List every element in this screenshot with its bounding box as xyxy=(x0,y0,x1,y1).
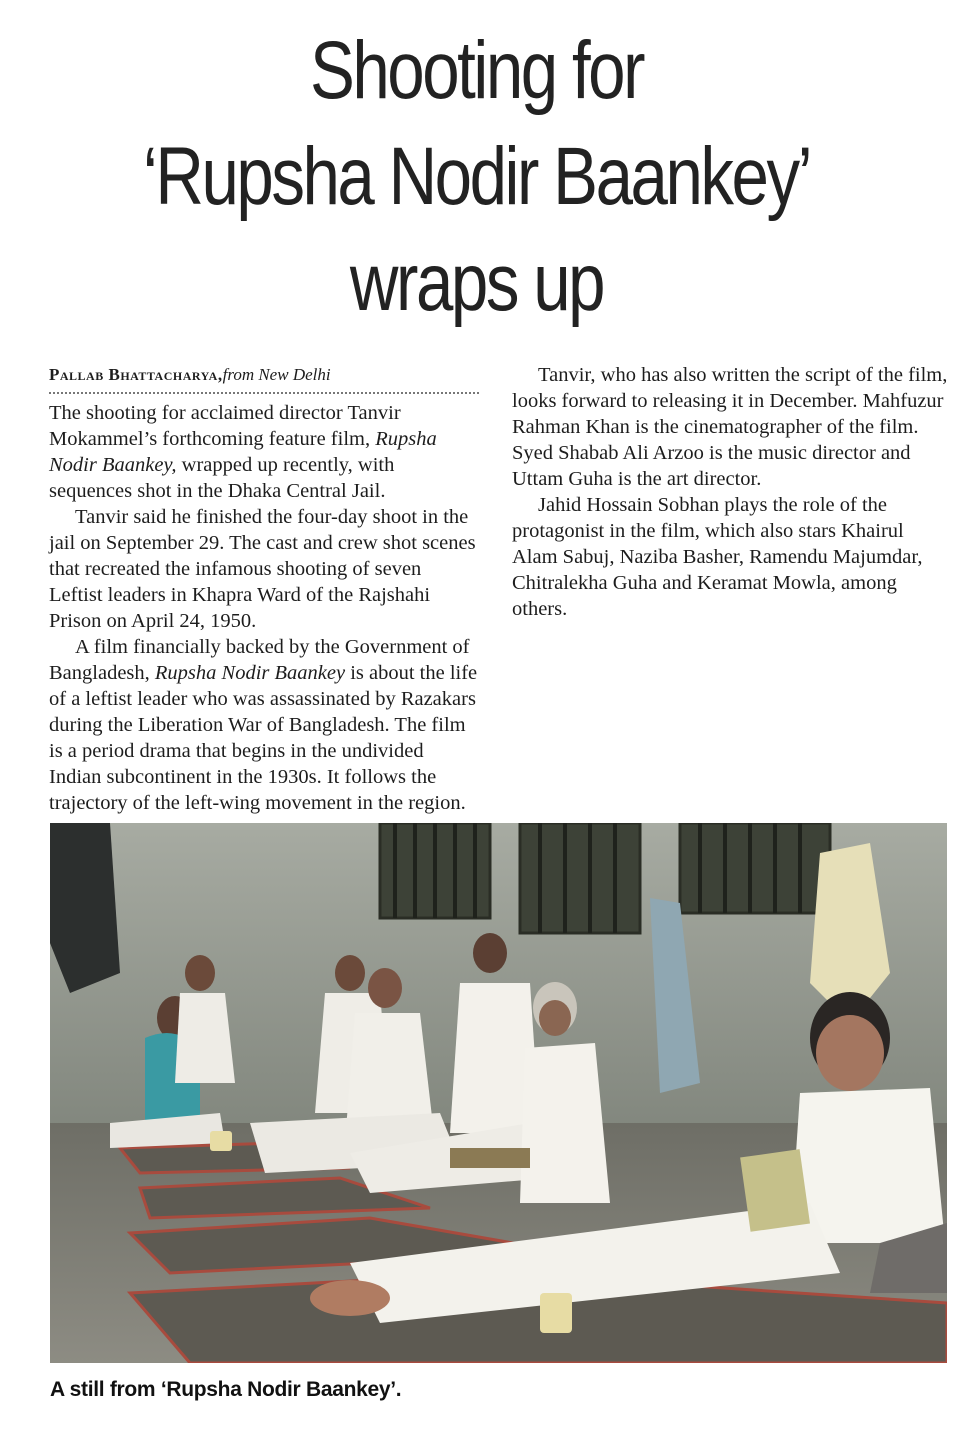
article-column-left xyxy=(49,362,479,816)
headline-line-3: wraps up xyxy=(349,237,604,328)
paragraph-3-rest: is about the life of a leftist leader who was assassinated by Razakars during the Liberation War of Bangladesh. The film is a period drama that begins in the undivided Indian subcontinent in the 1930s. It follows the trajectory of the left-wing movement in the region. xyxy=(49,662,478,814)
headline-line-1: Shooting for xyxy=(309,25,644,116)
article-paragraph-1 xyxy=(49,400,479,504)
headline-line-2: ‘Rupsha Nodir Baankey’ xyxy=(142,131,811,222)
paragraph-1-text: The shooting for acclaimed director Tanvir Mokammel’s forthcoming feature film, xyxy=(49,402,401,450)
byline-author: Pallab Bhattacharya, xyxy=(49,365,223,384)
byline-location: from New Delhi xyxy=(222,365,331,384)
article-paragraph-3 xyxy=(49,634,479,816)
paragraph-3-text: A film financially backed by the Government of Bangladesh, xyxy=(49,636,470,684)
film-still-photo xyxy=(50,823,947,1363)
paragraph-1-rest: wrapped up recently, with sequences shot in the Dhaka Central Jail. xyxy=(49,454,395,502)
article-column-right xyxy=(512,362,952,622)
byline xyxy=(49,362,479,394)
film-title: Rupsha Nodir Baankey, xyxy=(49,428,437,476)
article-paragraph-5: Jahid Hossain Sobhan plays the role of the protagonist in the film, which also stars Khairul Alam Sabuj, Naziba Basher, Ramendu Majumdar, Chitralekha Guha and Keramat Mowla, among others. xyxy=(512,494,923,620)
article-paragraph-2: Tanvir said he finished the four-day shoot in the jail on September 29. The cast and crew shot scenes that recreated the infamous shooting of seven Leftist leaders in Khapra Ward of the Rajshahi Prison on April 24, 1950. xyxy=(49,506,476,632)
film-still-illustration xyxy=(50,823,947,1363)
photo-caption: A still from ‘Rupsha Nodir Baankey’. xyxy=(50,1378,402,1401)
article-paragraph-4: Tanvir, who has also written the script of the film, looks forward to releasing it in December. Mahfuzur Rahman Khan is the cinematographer of the film. Syed Shabab Ali Arzoo is the music director and Uttam Guha is the art director. xyxy=(512,364,948,490)
film-title: Rupsha Nodir Baankey xyxy=(154,662,346,684)
headline xyxy=(86,18,867,336)
